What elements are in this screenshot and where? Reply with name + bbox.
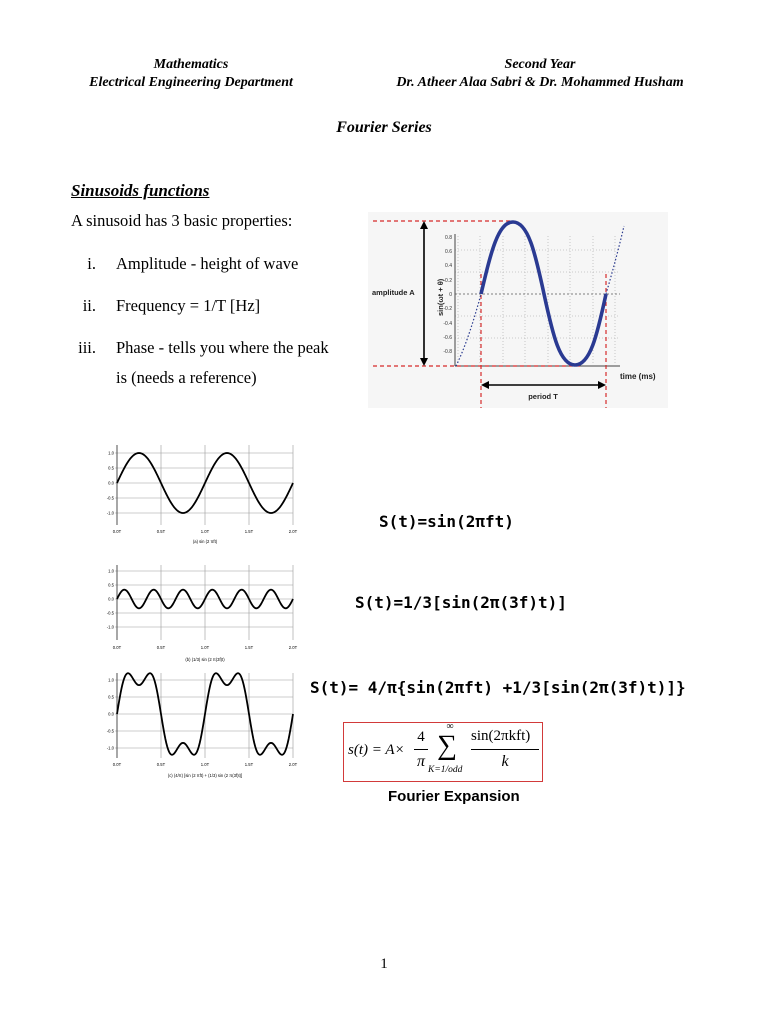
- page-number: 1: [380, 956, 388, 972]
- diagram-x-label: time (ms): [620, 372, 656, 381]
- plot-a-x-ticks: [113, 529, 298, 534]
- summation-icon: ∑: [437, 730, 457, 761]
- svg-text:0.2: 0.2: [445, 278, 452, 284]
- svg-text:0.0T: 0.0T: [112, 645, 122, 650]
- amplitude-label: amplitude A: [372, 288, 415, 297]
- formula-lhs: s(t) = A×: [348, 742, 405, 758]
- svg-text:-0.6: -0.6: [443, 335, 452, 341]
- formula-caption: Fourier Expansion: [388, 788, 520, 805]
- svg-text:0.5T: 0.5T: [156, 529, 166, 534]
- header-subject: Mathematics: [153, 57, 229, 72]
- period-label: period T: [528, 392, 558, 401]
- svg-text:-1.0: -1.0: [106, 510, 114, 516]
- svg-text:0.0: 0.0: [108, 711, 114, 717]
- property-number: ii.: [82, 296, 96, 315]
- plot-c-x-ticks: [113, 762, 298, 767]
- plot-a: [95, 440, 300, 555]
- formula-fraction-denominator: k: [501, 753, 509, 770]
- svg-text:0.0: 0.0: [108, 596, 114, 602]
- plot-a-y-ticks: [107, 451, 115, 516]
- formula-coefficient-numerator: 4: [417, 729, 425, 745]
- svg-text:-1.0: -1.0: [106, 745, 114, 751]
- formula-coefficient-denominator: π: [416, 753, 425, 770]
- svg-text:1.0: 1.0: [108, 568, 114, 574]
- svg-text:2.0T: 2.0T: [288, 529, 298, 534]
- svg-text:0.5: 0.5: [108, 582, 114, 588]
- svg-text:2.0T: 2.0T: [288, 645, 298, 650]
- plot-b-x-ticks: [113, 645, 298, 650]
- formula-sum-upper: ∞: [446, 721, 454, 732]
- svg-text:0: 0: [449, 292, 452, 298]
- plot-b-caption: (b) (1/3) sin (2 π(3f)t): [185, 657, 225, 662]
- svg-text:-0.4: -0.4: [443, 321, 452, 327]
- formula-fraction-numerator: sin(2πkft): [471, 728, 531, 744]
- header-year: Second Year: [504, 57, 576, 72]
- plot-c: [95, 670, 300, 785]
- svg-text:-0.5: -0.5: [106, 610, 114, 616]
- svg-text:1.0T: 1.0T: [200, 645, 210, 650]
- svg-text:1.5T: 1.5T: [244, 529, 254, 534]
- svg-text:-0.8: -0.8: [443, 349, 452, 355]
- sinusoid-diagram: [368, 212, 668, 408]
- svg-text:1.0: 1.0: [108, 450, 114, 456]
- property-text-continued: is (needs a reference): [116, 368, 257, 387]
- header-left: [66, 56, 316, 92]
- svg-text:-0.2: -0.2: [443, 306, 452, 312]
- svg-text:0.4: 0.4: [445, 263, 452, 269]
- svg-text:0.8: 0.8: [445, 235, 452, 241]
- property-text: Frequency = 1/T [Hz]: [116, 296, 261, 315]
- plot-c-y-ticks: [107, 678, 115, 751]
- property-text: Phase - tells you where the peak: [116, 338, 329, 357]
- svg-text:1.0T: 1.0T: [200, 762, 210, 767]
- header-right: [375, 56, 705, 92]
- svg-text:0.0: 0.0: [108, 480, 114, 486]
- svg-text:0.5: 0.5: [108, 465, 114, 471]
- plot-c-caption: (c) (4/π) [sin (2 πft) + (1/3) sin (2 π(3f)t)]: [167, 773, 243, 778]
- svg-text:1.5T: 1.5T: [244, 762, 254, 767]
- svg-text:1.0: 1.0: [108, 677, 114, 683]
- header-department: Electrical Engineering Department: [89, 75, 293, 90]
- diagram-y-label: sin(ωt + θ): [436, 278, 445, 316]
- formula-fraction-bar: [471, 749, 539, 750]
- page-title: Fourier Series: [336, 119, 432, 136]
- svg-text:0.5: 0.5: [108, 694, 114, 700]
- intro-text: A sinusoid has 3 basic properties:: [71, 211, 293, 230]
- svg-text:0.5T: 0.5T: [156, 762, 166, 767]
- formula-sum-lower: K=1/odd: [428, 765, 463, 775]
- plot-a-caption: (a) sin (2 πft): [192, 539, 218, 544]
- svg-text:2.0T: 2.0T: [288, 762, 298, 767]
- svg-text:1.5T: 1.5T: [244, 645, 254, 650]
- plot-b-y-ticks: [107, 569, 115, 630]
- section-heading: Sinusoids functions: [71, 181, 210, 200]
- svg-text:0.6: 0.6: [445, 249, 452, 255]
- property-number: i.: [87, 254, 96, 273]
- svg-text:0.5T: 0.5T: [156, 645, 166, 650]
- equation-third-harmonic: S(t)=1/3[sin(2π(3f)t)]: [355, 593, 567, 612]
- svg-text:-1.0: -1.0: [106, 624, 114, 630]
- svg-text:-0.5: -0.5: [106, 495, 114, 501]
- svg-text:-0.5: -0.5: [106, 728, 114, 734]
- svg-text:0.0T: 0.0T: [112, 529, 122, 534]
- property-text: Amplitude - height of wave: [116, 254, 299, 273]
- formula-coefficient-bar: [414, 749, 428, 750]
- svg-text:1.0T: 1.0T: [200, 529, 210, 534]
- svg-text:0.0T: 0.0T: [112, 762, 122, 767]
- plot-b: [95, 560, 300, 667]
- property-number: iii.: [78, 338, 96, 357]
- fourier-formula-box: [343, 722, 543, 782]
- equation-fundamental: S(t)=sin(2πft): [379, 512, 514, 531]
- header-authors: Dr. Atheer Alaa Sabri & Dr. Mohammed Husham: [396, 75, 684, 90]
- equation-sum: S(t)= 4/π{sin(2πft) +1/3[sin(2π(3f)t)]}: [310, 678, 686, 697]
